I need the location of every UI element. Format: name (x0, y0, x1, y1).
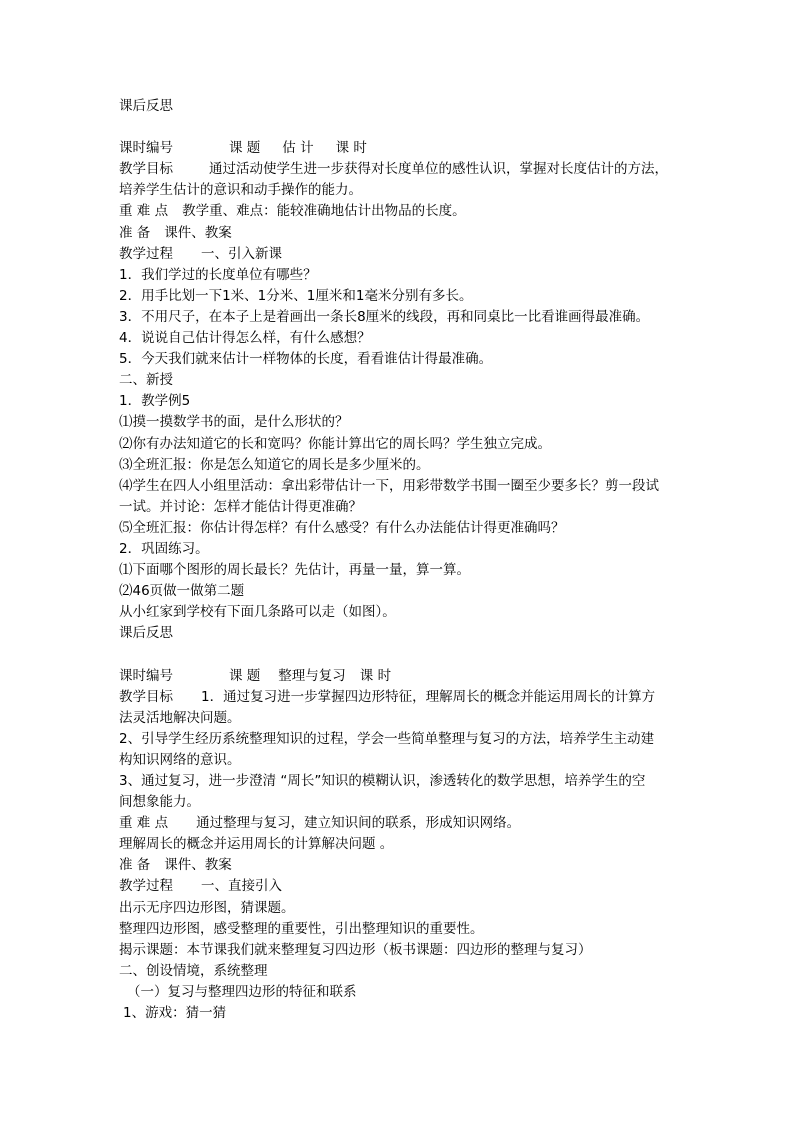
text-line: 二、新授 (119, 372, 173, 389)
text-line: 3、通过复习，进一步澄清 “周长”知识的模糊认识，渗透转化的数学思想，培养学生的空 (119, 773, 646, 789)
objective-row (119, 159, 689, 180)
text-line: 2．用手比划一下1米、1分米、1厘米和1毫米分别有多长。 (119, 287, 473, 304)
text-line: ⑸全班汇报：你估计得怎样？有什么感受？有什么办法能估计得更准确吗？ (119, 519, 565, 536)
process-label: 教学过程 (119, 245, 173, 262)
objective-label: 教学目标 (119, 161, 173, 178)
key-points-row (119, 201, 689, 222)
topic-value: 估 计 (282, 140, 314, 157)
lesson-header-row (119, 138, 689, 159)
preparation-row (119, 855, 689, 876)
objective-row (119, 687, 689, 708)
text-line: ⑵46页做一做第二题 (119, 583, 245, 600)
process-row (119, 244, 689, 265)
preparation-label: 准 备 (119, 857, 151, 874)
key-points-label: 重 难 点 (119, 815, 169, 832)
objective-label: 教学目标 (119, 688, 173, 705)
document-page (119, 96, 689, 1024)
text-line: ⑵你有办法知道它的长和宽吗？你能计算出它的周长吗？学生独立完成。 (119, 435, 551, 452)
text-line: 整理四边形图，感受整理的重要性，引出整理知识的重要性。 (119, 920, 484, 937)
section-heading: 课后反思 (119, 625, 173, 642)
period-label: 课 时 (359, 667, 392, 684)
objective-text: 1．通过复习进一步掌握四边形特征，理解周长的概念并能运用周长的计算方 (201, 688, 656, 705)
process-text: 一、直接引入 (201, 878, 282, 895)
text-line: ⑷学生在四人小组里活动：拿出彩带估计一下，用彩带数学书围一圈至少要多长？剪一段试 (119, 477, 659, 494)
text-line: 1．教学例5 (119, 393, 191, 410)
preparation-label: 准 备 (119, 224, 151, 241)
text-line: 培养学生估计的意识和动手操作的能力。 (119, 182, 362, 199)
process-row (119, 876, 689, 897)
text-line: 1、游戏：猜一猜 (123, 1005, 227, 1022)
topic-label: 课 题 (229, 667, 261, 684)
objective-text: 通过活动使学生进一步获得对长度单位的感性认识，掌握对长度估计的方法， (209, 161, 668, 178)
text-line: 一试。并讨论：怎样才能估计得更准确？ (119, 498, 362, 515)
text-line: 构知识网络的意识。 (119, 751, 241, 768)
key-points-label: 重 难 点 (119, 203, 169, 220)
topic-value: 整理与复习 (278, 667, 346, 684)
lesson-number-label: 课时编号 (119, 140, 173, 157)
text-line: 间想象能力。 (119, 794, 200, 811)
section-heading: 课后反思 (119, 98, 173, 114)
process-label: 教学过程 (119, 878, 173, 895)
lesson-header-row (119, 666, 689, 687)
text-line: 出示无序四边形图，猜课题。 (119, 899, 295, 916)
text-line: 揭示课题：本节课我们就来整理复习四边形（板书课题：四边形的整理与复习） (119, 941, 592, 958)
text-line: 从小红家到学校有下面几条路可以走（如图）。 (119, 604, 396, 621)
text-line: 法灵活地解决问题。 (119, 709, 241, 726)
preparation-text: 课件、教案 (164, 857, 232, 874)
preparation-row (119, 223, 689, 244)
text-line: 1．我们学过的长度单位有哪些？ (119, 266, 317, 283)
text-line: ⑶全班汇报：你是怎么知道它的周长是多少厘米的。 (119, 456, 430, 473)
text-line: ⑴摸一摸数学书的面，是什么形状的？ (119, 414, 349, 431)
preparation-text: 课件、教案 (164, 224, 232, 241)
text-line: 4．说说自己估计得怎么样，有什么感想？ (119, 330, 371, 347)
key-points-text: 教学重、难点：能较准确地估计出物品的长度。 (182, 203, 466, 220)
text-line: （一）复习与整理四边形的特征和联系 (127, 983, 357, 1000)
text-line: 5．今天我们就来估计一样物体的长度，看看谁估计得最准确。 (119, 351, 493, 368)
process-text: 一、引入新课 (201, 245, 282, 262)
lesson-number-label: 课时编号 (119, 667, 173, 684)
blank-line (119, 117, 689, 138)
text-line: 二、创设情境，系统整理 (119, 962, 268, 979)
key-points-row (119, 813, 689, 834)
text-line: 理解周长的概念并运用周长的计算解决问题 。 (119, 836, 394, 853)
text-line: 2．巩固练习。 (119, 540, 209, 557)
text-line: 3．不用尺子，在本子上是着画出一条长8厘米的线段，再和同桌比一比看谁画得最准确。 (119, 308, 650, 325)
topic-label: 课 题 (229, 140, 261, 157)
text-line: 2、引导学生经历系统整理知识的过程，学会一些简单整理与复习的方法，培养学生主动建 (119, 730, 655, 747)
key-points-text: 通过整理与复习，建立知识间的联系，形成知识网络。 (196, 815, 521, 832)
period-label: 课 时 (335, 140, 367, 157)
text-line: ⑴下面哪个图形的周长最长？先估计，再量一量，算一算。 (119, 562, 470, 579)
blank-line (119, 644, 689, 665)
